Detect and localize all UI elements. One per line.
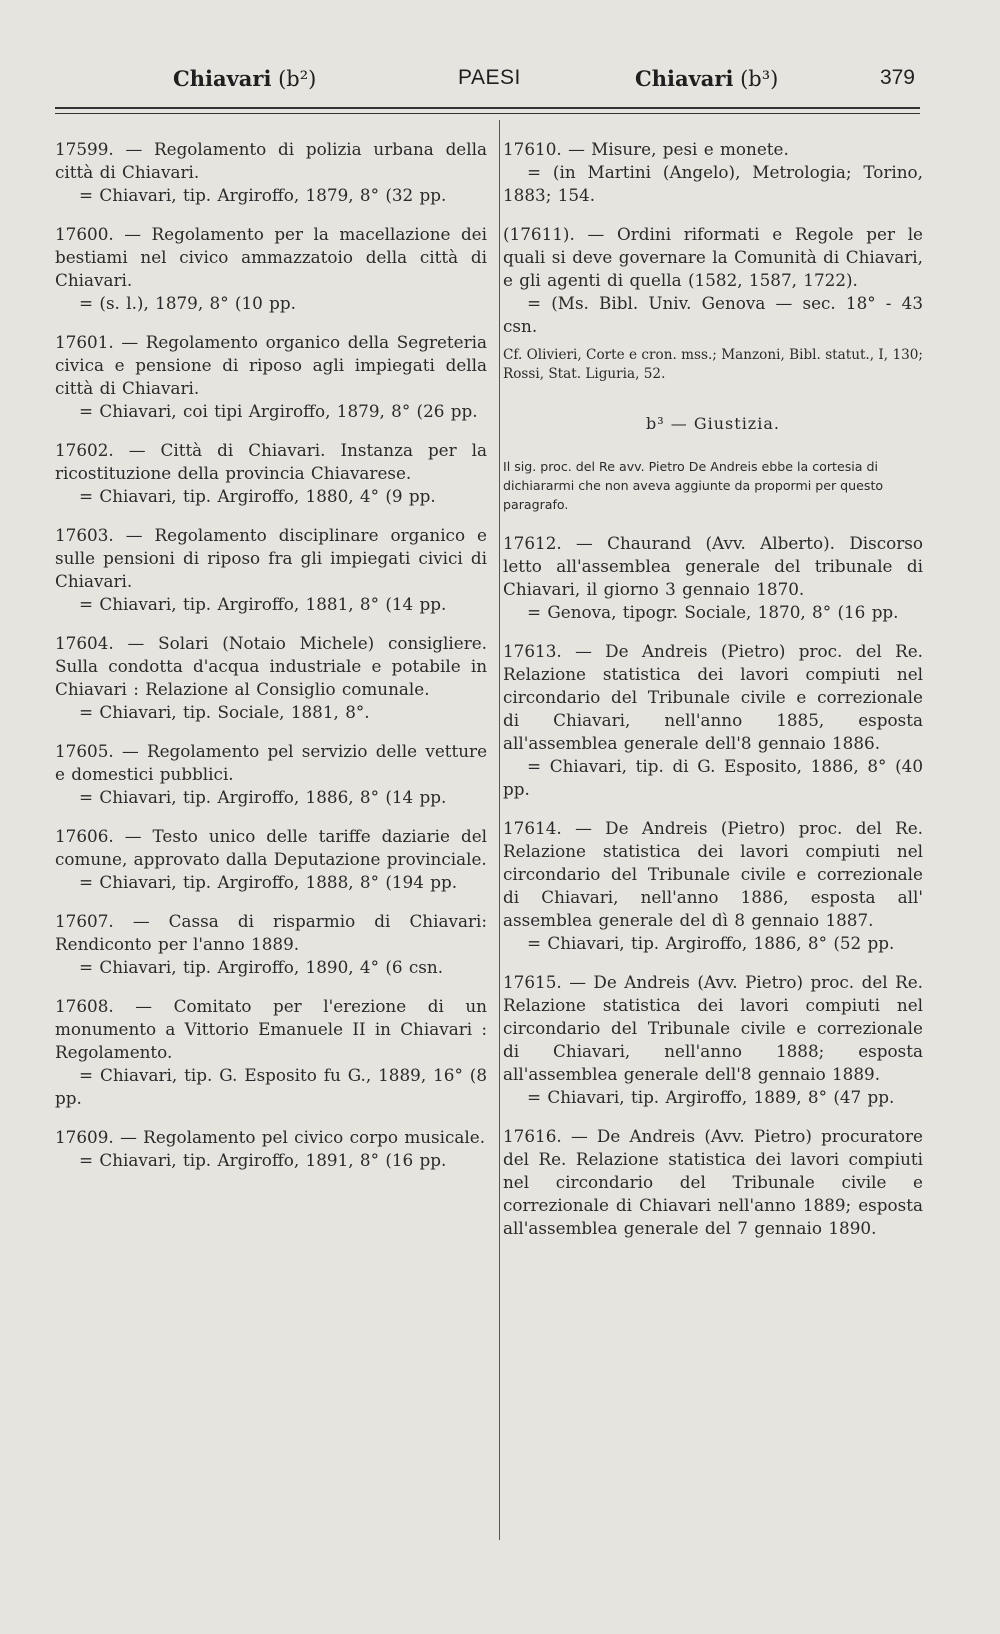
entry — [503, 532, 923, 624]
entry-number: 17616. — [503, 1126, 562, 1146]
header-center: PAESI — [458, 66, 521, 89]
entry-number: 17612. — [503, 533, 562, 553]
entry-text: — Comitato per l'erezione di un monumento a Vittorio Emanuele II in Chiavari : Regolamento. — [55, 996, 487, 1062]
entry-text: — De Andreis (Pietro) proc. del Re. Relazione statistica dei lavori compiuti nel circondario del Tribunale civile e correzionale di Chiavari, nell'anno 1886, esposta all' assemblea generale del dì 8 gennaio 1887. — [503, 818, 923, 930]
entry — [55, 740, 487, 809]
entry-text: — Regolamento organico della Segreteria civica e pensione di riposo agli impiegati della città di Chiavari. — [55, 332, 487, 398]
entry-number: 17615. — [503, 972, 562, 992]
entry-number: 17601. — [55, 332, 114, 352]
entry-text: — Regolamento disciplinare organico e sulle pensioni di riposo fra gli impiegati civici di Chiavari. — [55, 525, 487, 591]
header-rule-thin — [55, 113, 920, 114]
right-column — [503, 138, 923, 1256]
header-left-title: Chiavari — [173, 66, 272, 91]
entry-text: — De Andreis (Pietro) proc. del Re. Relazione statistica dei lavori compiuti nel circondario del Tribunale civile e correzionale di Chiavari, nell'anno 1885, esposta all'assemblea generale dell'8 gennaio 1886. — [503, 641, 923, 753]
entry-imprint: = Chiavari, tip. Argiroffo, 1889, 8° (47 pp. — [527, 1087, 895, 1107]
entry-text: — Regolamento di polizia urbana della città di Chiavari. — [55, 139, 487, 182]
entry-imprint: = (Ms. Bibl. Univ. Genova — sec. 18° - 43 csn. — [503, 293, 923, 336]
entry-imprint: = Chiavari, tip. G. Esposito fu G., 1889, 16° (8 pp. — [55, 1065, 487, 1108]
entry-number: 17606. — [55, 826, 114, 846]
entry-text: — De Andreis (Avv. Pietro) procuratore del Re. Relazione statistica dei lavori compiuti nel circondario del Tribunale civile e correzionale di Chiavari nell'anno 1889; esposta all'assemblea generale del 7 gennaio 1890. — [503, 1126, 923, 1238]
entry — [55, 223, 487, 315]
entry — [55, 138, 487, 207]
header-left-sub: (b²) — [278, 67, 317, 91]
entry — [55, 1126, 487, 1172]
entry-text: — Regolamento pel servizio delle vetture e domestici pubblici. — [55, 741, 487, 784]
entry-imprint: = Chiavari, tip. Argiroffo, 1888, 8° (194 pp. — [79, 872, 458, 892]
entry-imprint: = Chiavari, tip. Argiroffo, 1881, 8° (14 pp. — [79, 594, 447, 614]
entry-number: 17600. — [55, 224, 114, 244]
header-right-sub: (b³) — [740, 67, 779, 91]
entry — [55, 331, 487, 423]
entry-number: 17613. — [503, 641, 562, 661]
entry-text: — Testo unico delle tariffe daziarie del comune, approvato dalla Deputazione provinciale. — [55, 826, 487, 869]
entry — [503, 640, 923, 801]
entry-imprint: = Chiavari, tip. Argiroffo, 1890, 4° (6 csn. — [79, 957, 444, 977]
cf-note: Cf. Olivieri, Corte e cron. mss.; Manzoni, Bibl. statut., I, 130; Rossi, Stat. Liguria, 52. — [503, 347, 923, 382]
entry-imprint: = Chiavari, tip. Argiroffo, 1880, 4° (9 pp. — [79, 486, 436, 506]
entry-number: 17608. — [55, 996, 114, 1016]
entry — [55, 524, 487, 616]
entry-number: 17599. — [55, 139, 114, 159]
header-right-title: Chiavari — [635, 66, 734, 91]
entry-text: — Misure, pesi e monete. — [568, 139, 789, 159]
entry — [55, 910, 487, 979]
entry-number: 17602. — [55, 440, 114, 460]
left-column — [55, 138, 487, 1188]
entry-number: 17614. — [503, 818, 562, 838]
entry — [55, 439, 487, 508]
entry-imprint: = Chiavari, tip. Argiroffo, 1886, 8° (52 pp. — [527, 933, 895, 953]
entry-imprint: = (s. l.), 1879, 8° (10 pp. — [79, 293, 296, 313]
entry-imprint: = Chiavari, tip. Argiroffo, 1879, 8° (32 pp. — [79, 185, 447, 205]
header-rule-thick — [55, 107, 920, 109]
entry-imprint: = Chiavari, tip. Argiroffo, 1891, 8° (16 pp. — [79, 1150, 447, 1170]
section-note: Il sig. proc. del Re avv. Pietro De Andreis ebbe la cortesia di dichiararmi che non aveva aggiunte da propormi per questo paragrafo. — [503, 459, 884, 512]
entry-text: — Città di Chiavari. Instanza per la ricostituzione della provincia Chiavarese. — [55, 440, 487, 483]
entry-imprint: = (in Martini (Angelo), Metrologia; Torino, 1883; 154. — [503, 162, 923, 205]
header-right — [635, 66, 778, 91]
entry-text: — Regolamento pel civico corpo musicale. — [120, 1127, 486, 1147]
entry-imprint: = Genova, tipogr. Sociale, 1870, 8° (16 pp. — [527, 602, 899, 622]
entry-number: 17605. — [55, 741, 114, 761]
entry-imprint: = Chiavari, tip. Sociale, 1881, 8°. — [79, 702, 370, 722]
entry-number: 17604. — [55, 633, 114, 653]
entry-text: — Cassa di risparmio di Chiavari: Rendiconto per l'anno 1889. — [55, 911, 487, 954]
entry — [55, 825, 487, 894]
entry — [55, 995, 487, 1110]
section-heading: b³ — Giustizia. — [646, 414, 780, 433]
entry-number: 17610. — [503, 139, 562, 159]
entry — [503, 817, 923, 955]
entry-number: 17607. — [55, 911, 114, 931]
entry-imprint: = Chiavari, tip. di G. Esposito, 1886, 8° (40 pp. — [503, 756, 923, 799]
entry-imprint: = Chiavari, tip. Argiroffo, 1886, 8° (14 pp. — [79, 787, 447, 807]
entry-number: 17609. — [55, 1127, 114, 1147]
entry-text: — Ordini riformati e Regole per le quali si deve governare la Comunità di Chiavari, e gli agenti di quella (1582, 1587, 1722). — [503, 224, 923, 290]
entry-imprint: = Chiavari, coi tipi Argiroffo, 1879, 8° (26 pp. — [79, 401, 478, 421]
header-left — [173, 66, 316, 91]
entry-number: 17603. — [55, 525, 114, 545]
column-divider — [499, 120, 500, 1540]
entry — [503, 971, 923, 1109]
entry-number: (17611). — [503, 224, 575, 244]
running-header — [55, 66, 920, 102]
entry — [55, 632, 487, 724]
entry-text: — De Andreis (Avv. Pietro) proc. del Re. Relazione statistica dei lavori compiuti nel circondario del Tribunale civile e correzionale di Chiavari, nell'anno 1888; esposta all'assemblea generale dell'8 gennaio 1889. — [503, 972, 923, 1084]
page-number: 379 — [879, 66, 915, 89]
entry — [503, 138, 923, 207]
entry-text: — Chaurand (Avv. Alberto). Discorso letto all'assemblea generale del tribunale di Chiavari, il giorno 3 gennaio 1870. — [503, 533, 923, 599]
entry — [503, 1125, 923, 1240]
entry-text: — Solari (Notaio Michele) consigliere. Sulla condotta d'acqua industriale e potabile in Chiavari : Relazione al Consiglio comunale. — [55, 633, 487, 699]
entry — [503, 223, 923, 338]
entry-text: — Regolamento per la macellazione dei bestiami nel civico ammazzatoio della città di Chiavari. — [55, 224, 487, 290]
